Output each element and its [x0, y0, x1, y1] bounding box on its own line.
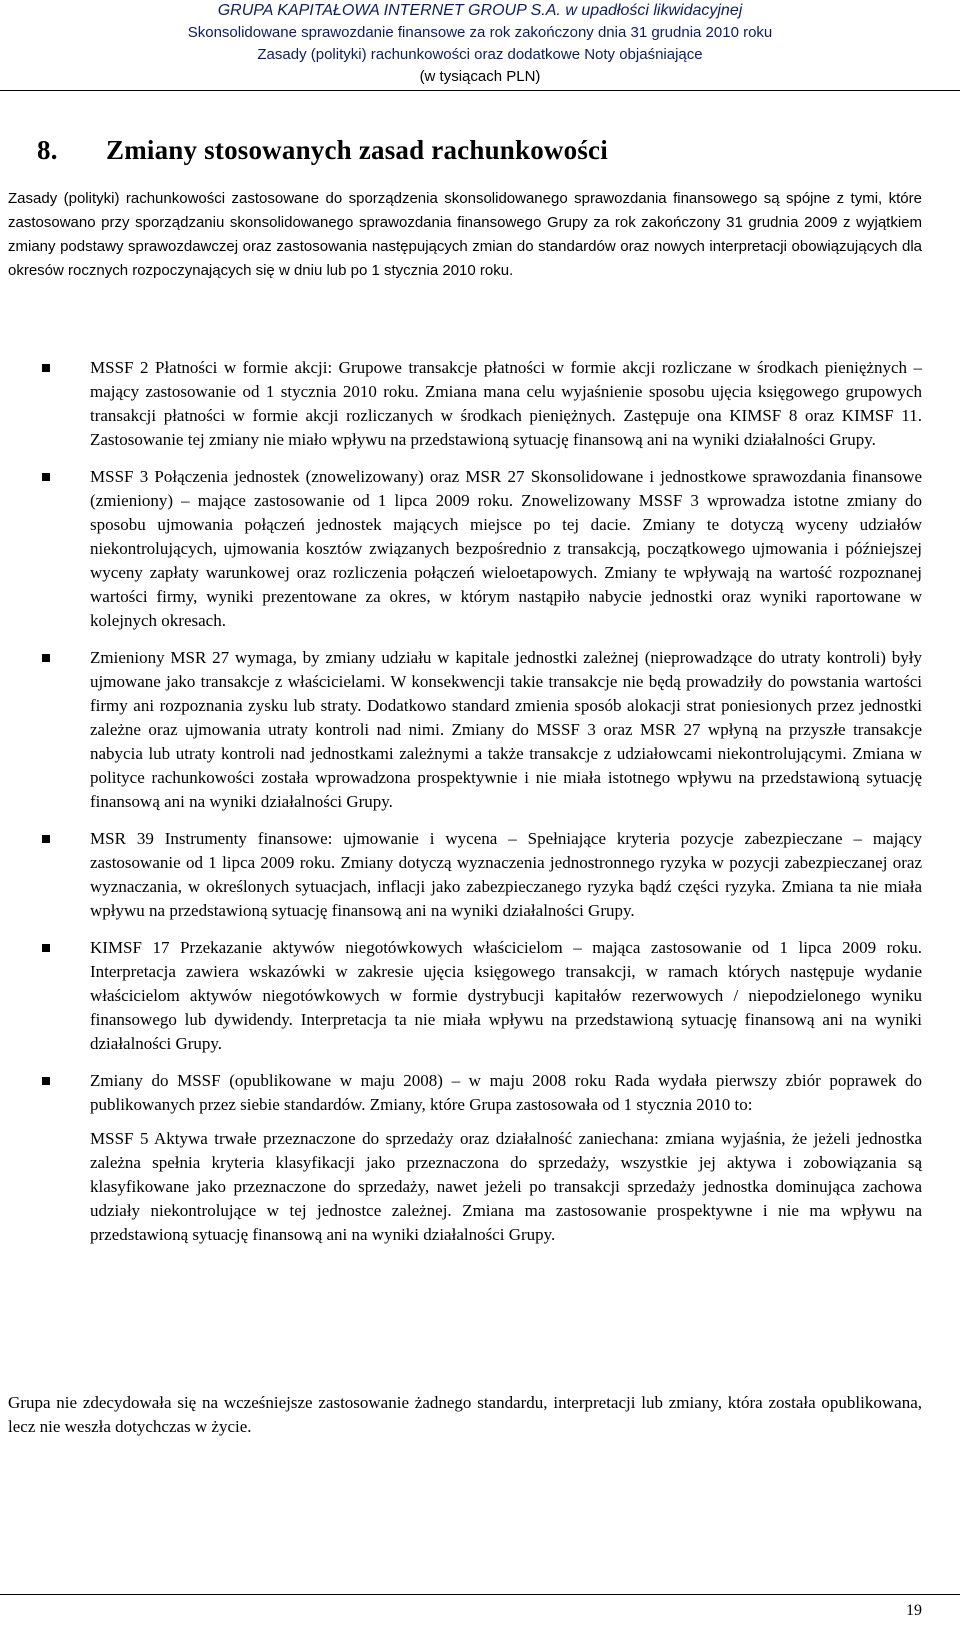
square-bullet-icon: [42, 654, 50, 662]
header-unit: (w tysiącach PLN): [419, 68, 541, 85]
section-number: 8.: [37, 135, 58, 165]
square-bullet-icon: [42, 944, 50, 952]
list-item-text: MSSF 2 Płatności w formie akcji: Grupowe transakcje płatności w formie akcji rozliczane w środkach pieniężnych – mający zastosowanie od 1 stycznia 2010 roku. Zmiana mana celu wyjaśnienie sposobu ujęcia księgowego grupowych transakcji płatności w formie akcji rozliczanych w środkach pieniężnych. Zastępuje ona KIMSF 8 oraz KIMSF 11. Zastosowanie tej zmiany nie miało wpływu na przedstawioną sytuację finansową ani na wyniki działalności Grupy.: [90, 358, 922, 449]
list-item: [42, 465, 922, 633]
header-notes-title: Zasady (polityki) rachunkowości oraz dodatkowe Noty objaśniające: [257, 46, 703, 63]
list-item: [42, 936, 922, 1056]
square-bullet-icon: [42, 1077, 50, 1085]
square-bullet-icon: [42, 473, 50, 481]
list-item-subparagraph: MSSF 5 Aktywa trwałe przeznaczone do sprzedaży oraz działalność zaniechana: zmiana wyjaśnia, że jeżeli jednostka zależna spełnia kryteria klasyfikacji jako przeznaczona do sprzedaży, wszystkie jej aktywa i zobowiązania są klasyfikowane jako przeznaczone do sprzedaży, nawet jeżeli po transakcji sprzedaży jednostka dominująca zachowa udziały niekontrolujące w tej jednostce zależnej. Zmiana ma zastosowanie prospektywne i nie ma wpływu na przedstawioną sytuację finansową ani na wyniki działalności Grupy.: [90, 1129, 922, 1244]
list-item: [42, 646, 922, 814]
list-item-text: Zmieniony MSR 27 wymaga, by zmiany udziału w kapitale jednostki zależnej (nieprowadzące do utraty kontroli) były ujmowane jako transakcje z właścicielami. W konsekwencji takie transakcje nie będą prowadziły do powstania wartości firmy ani rozpoznania zysku lub straty. Dodatkowo standard zmienia sposób alokacji strat poniesionych przez jednostki zależne oraz ujmowania utraty kontroli nad nimi. Zmiany do MSSF 3 oraz MSR 27 wpłyną na przyszłe transakcje nabycia lub utraty kontroli nad jednostkami zależnymi a także transakcje z udziałowcami niekontrolującymi. Zmiana w polityce rachunkowości została wprowadzona prospektywnie i nie miała istotnego wpływu na przedstawioną sytuację finansową ani na wyniki działalności Grupy.: [90, 648, 922, 811]
list-item-text: MSSF 3 Połączenia jednostek (znowelizowany) oraz MSR 27 Skonsolidowane i jednostkowe sprawozdania finansowe (zmieniony) – mające zastosowanie od 1 lipca 2009 roku. Znowelizowany MSSF 3 wprowadza istotne zmiany do sposobu ujmowania połączeń jednostek mających miejsce po tej dacie. Zmiany te dotyczą wyceny udziałów niekontrolujących, ujmowania kosztów związanych bezpośrednio z transakcją, początkowego ujmowania i późniejszej wyceny zapłaty warunkowej oraz rozliczenia połączeń wieloetapowych. Zmiany te wpływają na wartość rozpoznanej wartości firmy, wyniki prezentowane za okres, w którym nastąpiło nabycie jednostki oraz wyniki raportowane w kolejnych okresach.: [90, 467, 922, 630]
list-item: [42, 1069, 922, 1247]
square-bullet-icon: [42, 835, 50, 843]
list-item-text: Zmiany do MSSF (opublikowane w maju 2008) – w maju 2008 roku Rada wydała pierwszy zbiór poprawek do publikowanych przez siebie standardów. Zmiany, które Grupa zastosowała od 1 stycznia 2010 to:: [90, 1071, 922, 1114]
square-bullet-icon: [42, 364, 50, 372]
intro-paragraph: Zasady (polityki) rachunkowości zastosowane do sporządzenia skonsolidowanego sprawozdania finansowego są spójne z tymi, które zastosowano przy sporządzaniu skonsolidowanego sprawozdania finansowego Grupy za rok zakończony 31 grudnia 2009 z wyjątkiem zmiany podstawy sprawozdawczej oraz zastosowania następujących zmian do standardów oraz nowych interpretacji obowiązujących dla okresów rocznych rozpoczynających się w dniu lub po 1 stycznia 2010 roku.: [8, 190, 922, 279]
page-header: [0, 0, 960, 90]
section-heading: [37, 133, 608, 167]
page-number: 19: [906, 1602, 922, 1619]
closing-paragraph: Grupa nie zdecydowała się na wcześniejsze zastosowanie żadnego standardu, interpretacji lub zmiany, która została opublikowana, lecz nie weszła dotychczas w życie.: [8, 1393, 922, 1436]
footer-divider: [0, 1594, 960, 1595]
list-item-text: MSR 39 Instrumenty finansowe: ujmowanie i wycena – Spełniające kryteria pozycje zabezpieczane – mający zastosowanie od 1 lipca 2009 roku. Zmiany dotyczą wyznaczenia jednostronnego ryzyka w pozycji zabezpieczanej oraz wyznaczania, w określonych sytuacjach, inflacji jako zabezpieczanego ryzyka bądź części ryzyka. Zmiana ta nie miała wpływu na przedstawioną sytuację finansową ani na wyniki działalności Grupy.: [90, 829, 922, 920]
header-divider: [0, 90, 960, 91]
list-item-text: KIMSF 17 Przekazanie aktywów niegotówkowych właścicielom – mająca zastosowanie od 1 lipca 2009 roku. Interpretacja zawiera wskazówki w zakresie ujęcia księgowego transakcji, w ramach których następuje wydanie właścicielom aktywów niegotówkowych w formie dystrybucji kapitałów rezerwowych / niepodzielonego wyniku finansowego lub dywidendy. Interpretacja ta nie miała wpływu na przedstawioną sytuację finansową ani na wyniki działalności Grupy.: [90, 938, 922, 1053]
list-item: [42, 356, 922, 452]
header-report-title: Skonsolidowane sprawozdanie finansowe za rok zakończony dnia 31 grudnia 2010 roku: [187, 24, 773, 41]
list-item: [42, 827, 922, 923]
header-company: GRUPA KAPITAŁOWA INTERNET GROUP S.A. w upadłości likwidacyjnej: [217, 2, 743, 19]
changes-list: [42, 356, 922, 1260]
section-title: Zmiany stosowanych zasad rachunkowości: [106, 135, 608, 165]
